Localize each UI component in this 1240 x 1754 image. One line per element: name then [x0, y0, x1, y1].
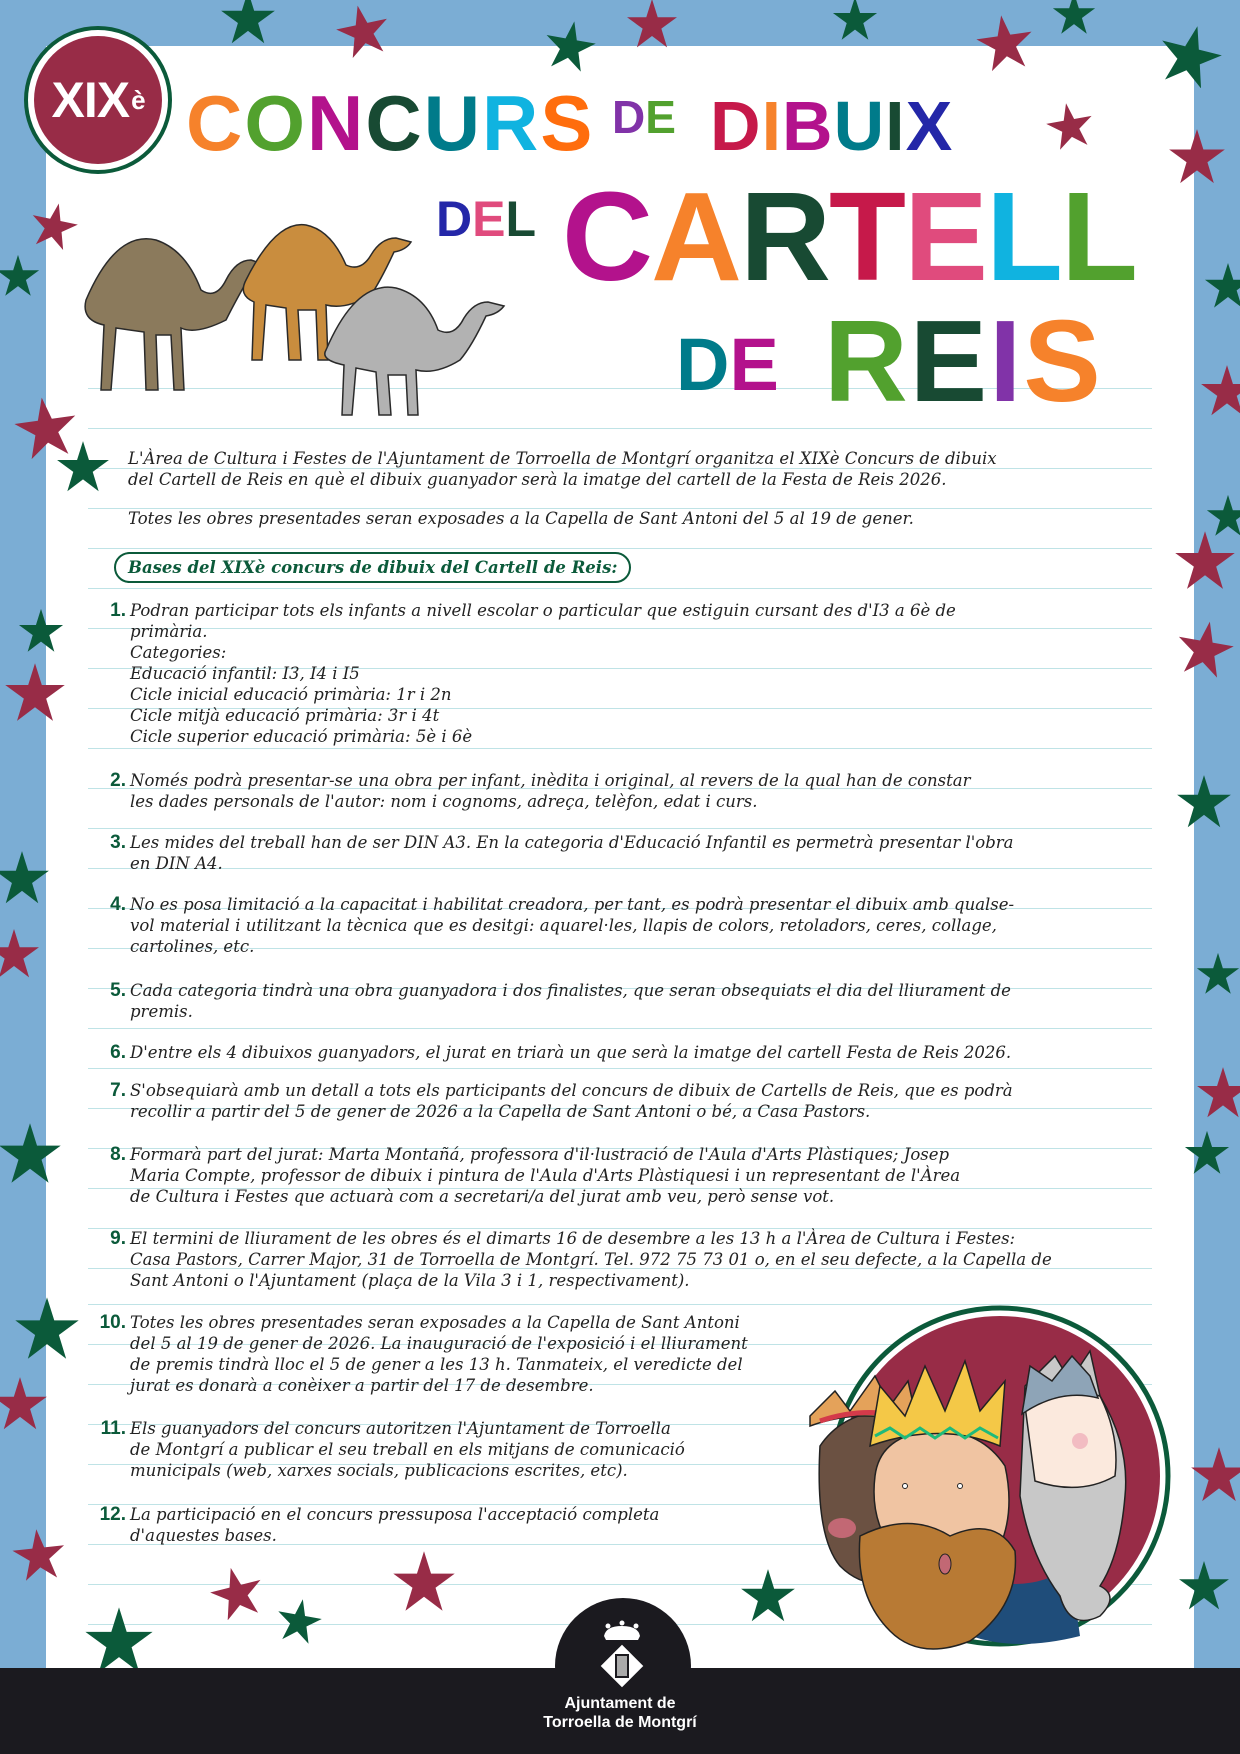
star-icon	[276, 1598, 322, 1644]
rule-8: 8. Formarà part del jurat: Marta Montañá, professora d'il·lustració de l'Aula d'Arts Plàstiques; Josep Maria Compte, professor de dibuix i pintura de l'Aula d'Arts Plàstiquesi i un representant de l'Àrea de Cultura i Festes que actuarà com a secretari/a del jurat amb veu, però sense vot.	[110, 1144, 961, 1206]
star-icon	[1176, 620, 1234, 678]
title-del: DEL	[436, 191, 537, 247]
star-icon	[1196, 1066, 1240, 1120]
star-icon	[30, 202, 78, 250]
star-icon	[4, 662, 66, 724]
coat-of-arms-icon	[594, 1620, 650, 1690]
star-icon	[0, 850, 50, 906]
star-icon	[0, 1122, 62, 1186]
bases-title: Bases del XIXè concurs de dibuix del Cartell de Reis:	[114, 552, 631, 583]
star-icon	[56, 440, 110, 494]
title-de-2: DE	[676, 323, 779, 406]
star-icon	[336, 4, 390, 58]
three-kings-illustration	[800, 1296, 1180, 1666]
rule-3: 3. Les mides del treball han de ser DIN A3. En la categoria d'Educació Infantil es permetrà presentar l'obra en DIN A4.	[110, 832, 1014, 873]
intro-paragraph-2: Totes les obres presentades seran exposades a la Capella de Sant Antoni del 5 al 19 de gener.	[128, 509, 914, 528]
star-icon	[1178, 1560, 1230, 1612]
star-icon	[626, 0, 678, 50]
rule-2: 2. Només podrà presentar-se una obra per infant, inèdita i original, al revers de la qual han de constar les dades personals de l'autor: nom i cognoms, adreça, telèfon, edat i curs.	[110, 770, 971, 811]
star-icon	[544, 20, 596, 72]
star-icon	[1158, 24, 1222, 88]
rule-1: 1. Podran participar tots els infants a nivell escolar o particular que estiguin cursant des d'I3 a 6è de primària. Categories: Educació infantil: I3, I4 i I5 Cicle inicial educació primària: 1r i 2n Cicle mitjà educació primària: 3r i 4t Cicle superior educació primària: 5è i 6è	[110, 600, 956, 746]
star-icon	[0, 254, 40, 298]
title-de-1: DE	[612, 91, 676, 143]
rule-6: 6. D'entre els 4 dibuixos guanyadors, el jurat en triarà un que serà la imatge del cartell Festa de Reis 2026.	[110, 1042, 1012, 1063]
intro-paragraph-1: L'Àrea de Cultura i Festes de l'Ajuntament de Torroella de Montgrí organitza el XIXè Concurs de dibuix del Cartell de Reis en què el dibuix guanyador serà la imatge del cartell de la Festa de Reis 2026.	[128, 449, 997, 489]
star-icon	[1046, 102, 1094, 150]
title-dibuix: DIBUIX	[710, 87, 954, 165]
star-icon	[1168, 128, 1226, 186]
rule-7: 7. S'obsequiarà amb un detall a tots els participants del concurs de dibuix de Cartells de Reis, que es podrà recollir a partir del 5 de gener de 2026 a la Capella de Sant Antoni o bé, a Casa Pastors.	[110, 1080, 1013, 1121]
star-icon	[976, 14, 1034, 72]
rule-12: 12. La participació en el concurs pressuposa l'acceptació completa d'aquestes bases.	[99, 1504, 660, 1545]
star-icon	[84, 1606, 154, 1676]
star-icon	[1200, 364, 1240, 418]
star-icon	[1176, 774, 1232, 830]
rule-11: 11. Els guanyadors del concurs autoritzen l'Ajuntament de Torroella de Montgrí a publicar el seu treball en els mitjans de comunicació municipals (web, xarxes socials, publicacions escrites, etc).	[100, 1418, 685, 1480]
star-icon	[0, 928, 40, 980]
rule-9: 9. El termini de lliurament de les obres és el dimarts 16 de desembre a les 13 h a l'Àrea de Cultura i Festes: Casa Pastors, Carrer Major, 31 de Torroella de Montgrí. Tel. 972 75 73 01 o, en el seu defecte, a la Capella de Sant Antoni o l'Ajuntament (plaça de la Vila 3 i 1, respectivament).	[110, 1228, 1052, 1290]
edition-numeral: XIX	[51, 72, 130, 128]
camels-illustration	[76, 210, 536, 420]
star-icon	[1196, 952, 1240, 996]
star-icon	[740, 1568, 796, 1624]
title-cartell: CARTELL	[562, 166, 1136, 307]
star-icon	[220, 0, 276, 46]
star-icon	[14, 1296, 80, 1362]
star-icon	[210, 1566, 264, 1620]
star-icon	[832, 0, 878, 42]
edition-suffix: è	[131, 84, 145, 115]
rule-5: 5. Cada categoria tindrà una obra guanyadora i dos finalistes, que seran obsequiats el dia del lliurament de premis.	[110, 980, 1011, 1021]
star-icon	[0, 1376, 48, 1432]
star-icon	[1174, 530, 1236, 592]
star-icon	[12, 1528, 66, 1582]
title-reis: REIS	[824, 296, 1103, 426]
rule-4: 4. No es posa limitació a la capacitat i habilitat creadora, per tant, es podrà presentar el dibuix amb qualse- vol material i utilitzant la tècnica que es desitgi: aquarel·les, llapis de colors, retoladors, ceres, collage, cartolines, etc.	[110, 894, 1015, 956]
star-icon	[1190, 1446, 1240, 1504]
star-icon	[392, 1550, 456, 1614]
star-icon	[1204, 262, 1240, 310]
star-icon	[1052, 0, 1096, 36]
footer-institution-name: Ajuntament de Torroella de Montgrí	[543, 1695, 697, 1731]
edition-badge	[24, 26, 172, 174]
star-icon	[1184, 1130, 1230, 1176]
title-concurs: CONCURS	[186, 79, 595, 167]
star-icon	[18, 608, 64, 654]
rule-10: 10. Totes les obres presentades seran exposades a la Capella de Sant Antoni del 5 al 19 de gener de 2026. La inauguració de l'exposició i el lliurament de premis tindrà lloc el 5 de gener a les 13 h. Tanmateix, el veredicte del jurat es donarà a conèixer a partir del 17 de desembre.	[99, 1312, 748, 1395]
